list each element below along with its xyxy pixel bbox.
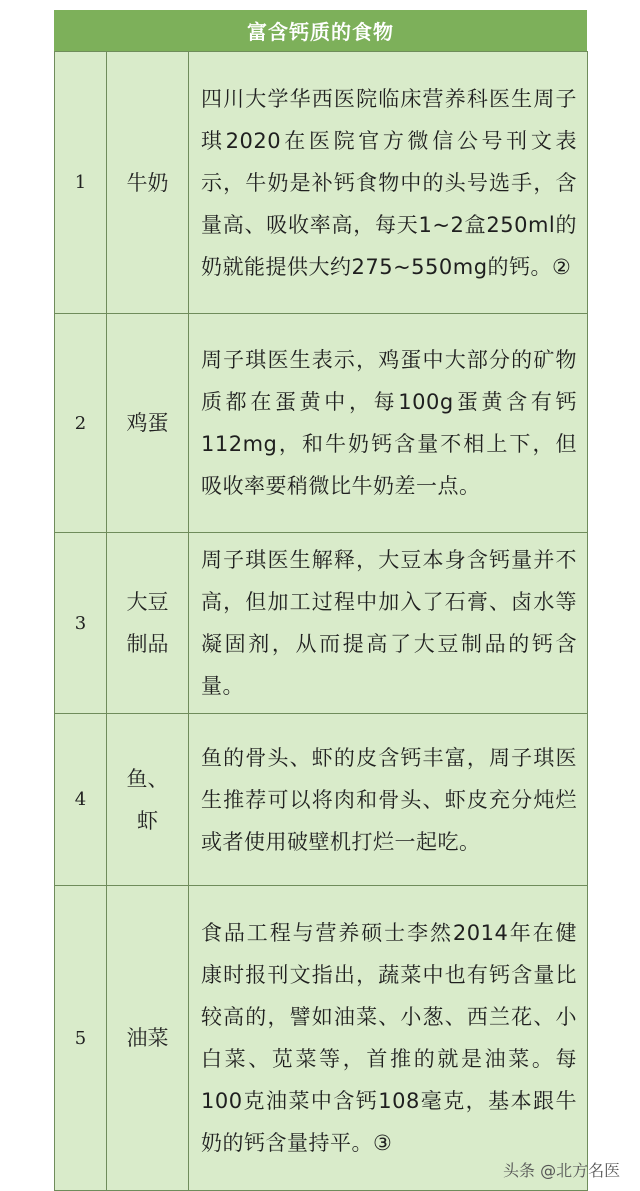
- food-description: 四川大学华西医院临床营养科医生周子琪2020在医院官方微信公号刊文表示，牛奶是补钙食物中的头号选手，含量高、吸收率高，每天1~2盒250ml的奶就能提供大约275~550mg的钙。②: [189, 52, 588, 314]
- table-title: 富含钙质的食物: [54, 10, 587, 51]
- food-description: 鱼的骨头、虾的皮含钙丰富，周子琪医生推荐可以将肉和骨头、虾皮充分炖烂或者使用破壁机打烂一起吃。: [189, 714, 588, 886]
- food-description: 周子琪医生表示，鸡蛋中大部分的矿物质都在蛋黄中，每100g蛋黄含有钙112mg，和牛奶钙含量不相上下，但吸收率要稍微比牛奶差一点。: [189, 314, 588, 533]
- table-row: [55, 314, 588, 533]
- food-name: 牛奶: [107, 52, 189, 314]
- row-number: 3: [55, 533, 107, 714]
- food-description: 周子琪医生解释，大豆本身含钙量并不高，但加工过程中加入了石膏、卤水等凝固剂，从而提高了大豆制品的钙含量。: [189, 533, 588, 714]
- table-row: [55, 533, 588, 714]
- food-name: 油菜: [107, 886, 189, 1191]
- food-description: 食品工程与营养硕士李然2014年在健康时报刊文指出，蔬菜中也有钙含量比较高的，譬如油菜、小葱、西兰花、小白菜、苋菜等，首推的就是油菜。每100克油菜中含钙108毫克，基本跟牛奶的钙含量持平。③: [189, 886, 588, 1191]
- calcium-food-table: [54, 10, 587, 1191]
- food-name: 鱼、虾: [107, 714, 189, 886]
- food-name: 鸡蛋: [107, 314, 189, 533]
- row-number: 4: [55, 714, 107, 886]
- row-number: 1: [55, 52, 107, 314]
- table-row: [55, 886, 588, 1191]
- row-number: 5: [55, 886, 107, 1191]
- row-number: 2: [55, 314, 107, 533]
- watermark: 头条 @北方名医: [503, 1161, 621, 1180]
- food-table: [54, 51, 588, 1191]
- food-name: 大豆制品: [107, 533, 189, 714]
- table-row: [55, 714, 588, 886]
- table-row: [55, 52, 588, 314]
